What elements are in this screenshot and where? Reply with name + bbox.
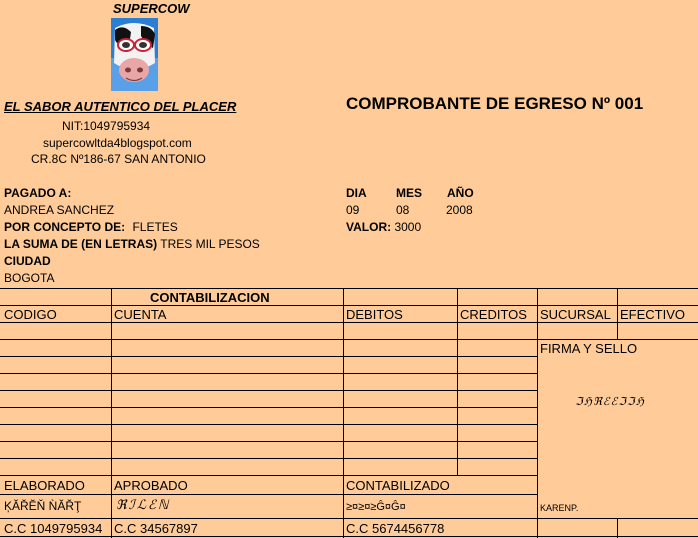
contabilizado-signature: ≥¤≥¤≥Ĝ¤Ĝ¤: [346, 501, 406, 513]
company-slogan: EL SABOR AUTENTICO DEL PLACER: [4, 99, 237, 114]
city-label: CIUDAD: [4, 254, 51, 268]
firma-label: FIRMA Y SELLO: [540, 341, 638, 356]
concept-label: POR CONCEPTO DE:: [4, 220, 126, 234]
value-amount: 3000: [394, 220, 422, 234]
contabilizado-id: C.C 5674456778: [346, 521, 445, 536]
paid-to-label: PAGADO A:: [4, 186, 72, 200]
elaborado-signature: ĶĂŘĔŇ ǸĂŘŢ: [4, 499, 82, 513]
elaborado-id: C.C 1049795934: [4, 521, 103, 536]
company-address: CR.8C Nº186-67 SAN ANTONIO: [31, 152, 206, 166]
amount-words-value: TRES MIL PESOS: [160, 237, 260, 251]
year-value: 2008: [446, 203, 473, 217]
header-codigo: CODIGO: [4, 307, 57, 322]
header-creditos: CREDITOS: [460, 307, 527, 322]
month-value: 08: [396, 203, 410, 217]
footer-contabilizado-label: CONTABILIZADO: [346, 478, 450, 493]
year-label: AÑO: [447, 186, 474, 200]
value-label: VALOR:: [346, 220, 392, 234]
firma-signature: ℑℌℜℰℰℑℑℌ: [575, 395, 645, 408]
document-title: COMPROBANTE DE EGRESO Nº 001: [346, 94, 644, 113]
header-debitos: DEBITOS: [346, 307, 403, 322]
amount-words-label: LA SUMA DE (EN LETRAS): [4, 237, 158, 251]
header-sucursal: SUCURSAL: [540, 307, 611, 322]
company-brand: SUPERCOW: [113, 1, 190, 16]
month-label: MES: [396, 186, 423, 200]
aprobado-signature: ℜℐℒℰℕ: [116, 498, 171, 513]
aprobado-id: C.C 34567897: [114, 521, 198, 536]
header-cuenta: CUENTA: [114, 307, 167, 322]
company-website: supercowltda4blogspot.com: [43, 136, 192, 150]
footer-aprobado-label: APROBADO: [114, 478, 188, 493]
day-label: DIA: [346, 186, 367, 200]
city-value: BOGOTA: [4, 271, 55, 285]
day-value: 09: [346, 203, 360, 217]
company-nit: NIT:1049795934: [62, 119, 151, 133]
header-efectivo: EFECTIVO: [620, 307, 686, 322]
contabilizacion-title: CONTABILIZACION: [150, 290, 270, 305]
firma-name: KARENP.: [540, 503, 579, 513]
paid-to-value: ANDREA SANCHEZ: [4, 203, 115, 217]
concept-value: FLETES: [132, 220, 178, 234]
cow-logo-image: [111, 18, 158, 91]
footer-elaborado-label: ELABORADO: [4, 478, 85, 493]
